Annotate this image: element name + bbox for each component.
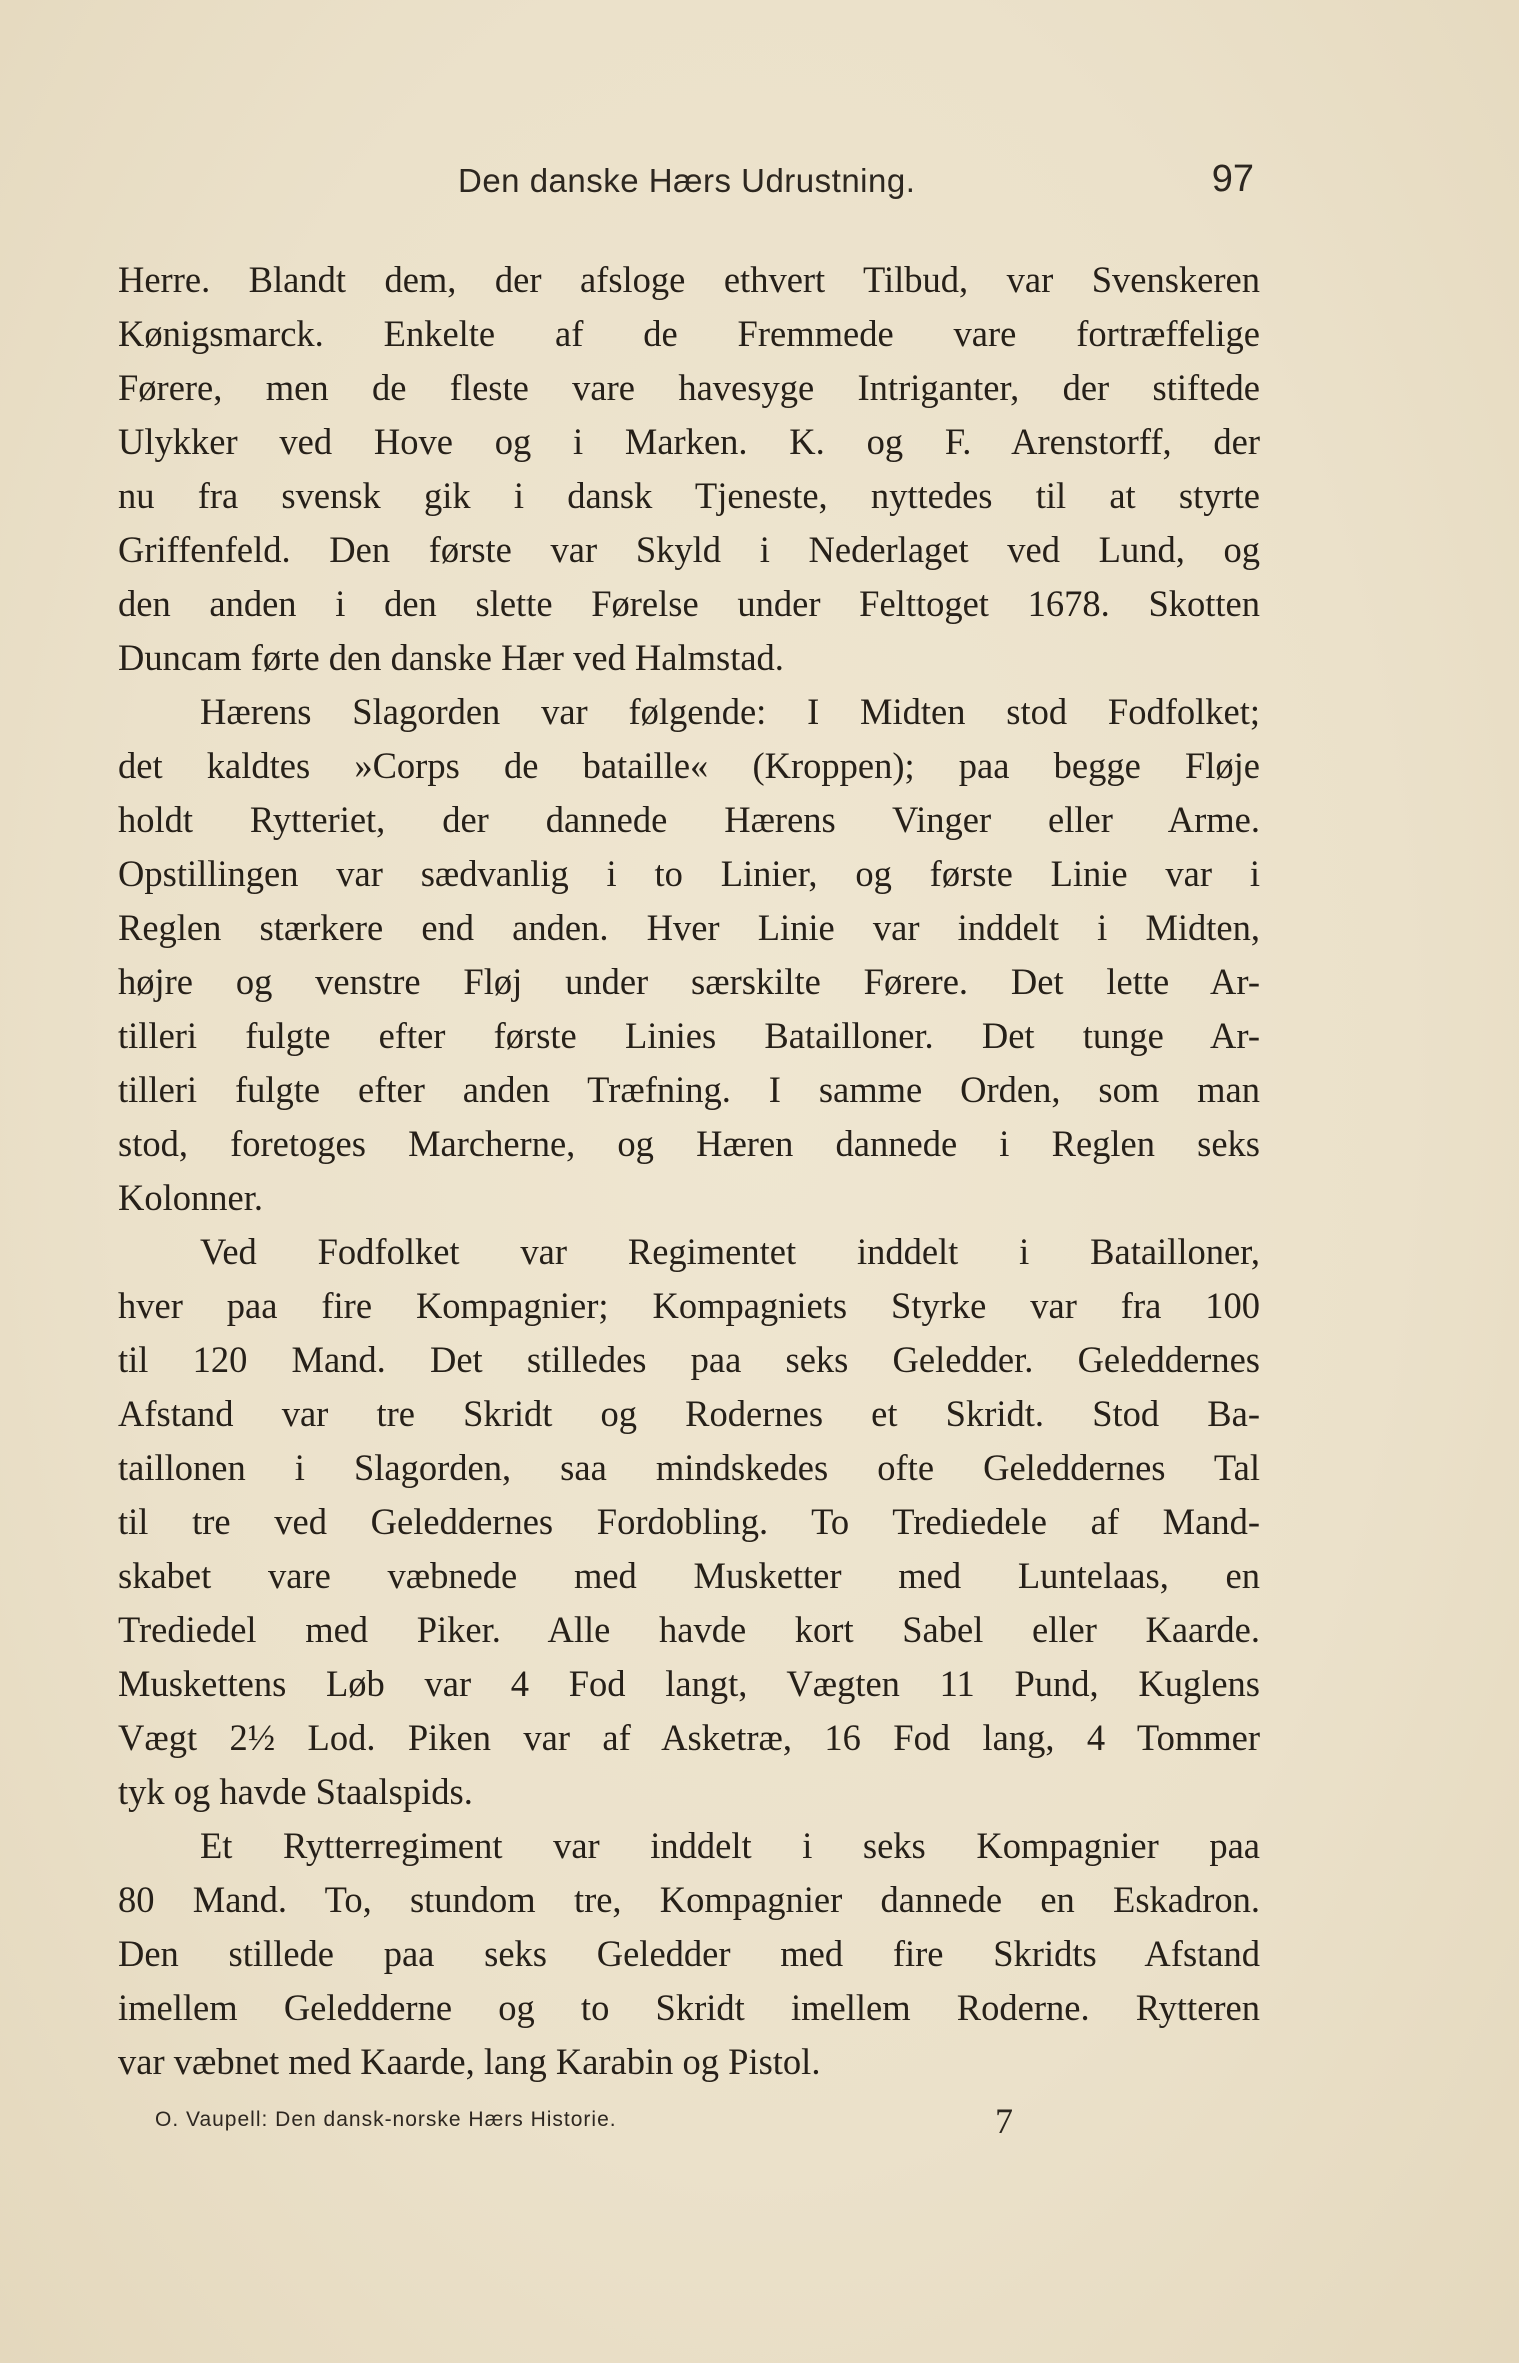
- text-line: tilleri fulgte efter anden Træfning. I samme Orden, som man: [118, 1069, 1260, 1110]
- text-line: tyk og havde Staalspids.: [118, 1771, 473, 1812]
- text-line: det kaldtes »Corps de bataille« (Kroppen); paa begge Fløje: [118, 745, 1260, 786]
- text-line: Griffenfeld. Den første var Skyld i Nederlaget ved Lund, og: [118, 529, 1260, 570]
- text-line: til tre ved Geleddernes Fordobling. To Trediedele af Mand-: [118, 1501, 1260, 1542]
- paragraph-start: Hærens Slagorden var følgende: I Midten stod Fodfolket;: [200, 691, 1260, 732]
- text-line: Kønigsmarck. Enkelte af de Fremmede vare fortræffelige: [118, 313, 1260, 354]
- body-text: [118, 253, 1260, 2089]
- text-line: 80 Mand. To, stundom tre, Kompagnier dannede en Eskadron.: [118, 1879, 1260, 1920]
- text-line: Trediedel med Piker. Alle havde kort Sabel eller Kaarde.: [118, 1609, 1260, 1650]
- text-line: skabet vare væbnede med Musketter med Luntelaas, en: [118, 1555, 1260, 1596]
- signature-line: O. Vaupell: Den dansk-norske Hærs Historie.: [155, 2108, 617, 2131]
- text-line: holdt Rytteriet, der dannede Hærens Vinger eller Arme.: [118, 799, 1260, 840]
- text-line: taillonen i Slagorden, saa mindskedes ofte Geleddernes Tal: [118, 1447, 1260, 1488]
- text-line: Førere, men de fleste vare havesyge Intriganter, der stiftede: [118, 367, 1260, 408]
- running-title: Den danske Hærs Udrustning.: [458, 162, 916, 199]
- text-line: nu fra svensk gik i dansk Tjeneste, nyttedes til at styrte: [118, 475, 1260, 516]
- text-line: højre og venstre Fløj under særskilte Førere. Det lette Ar-: [118, 961, 1260, 1002]
- text-line: tilleri fulgte efter første Linies Batailloner. Det tunge Ar-: [118, 1015, 1260, 1056]
- text-line: hver paa fire Kompagnier; Kompagniets Styrke var fra 100: [118, 1285, 1260, 1326]
- text-line: var væbnet med Kaarde, lang Karabin og Pistol.: [118, 2041, 821, 2082]
- paragraph-start: Ved Fodfolket var Regimentet inddelt i Batailloner,: [200, 1231, 1260, 1272]
- text-line: Afstand var tre Skridt og Rodernes et Skridt. Stod Ba-: [118, 1393, 1260, 1434]
- sheet-number: 7: [995, 2101, 1013, 2141]
- text-line: Reglen stærkere end anden. Hver Linie var inddelt i Midten,: [118, 907, 1260, 948]
- text-line: Vægt 2½ Lod. Piken var af Asketræ, 16 Fod lang, 4 Tommer: [118, 1717, 1260, 1758]
- text-line: Muskettens Løb var 4 Fod langt, Vægten 11 Pund, Kuglens: [118, 1663, 1260, 1704]
- text-line: den anden i den slette Førelse under Felttoget 1678. Skotten: [118, 583, 1260, 624]
- page-footer: [155, 2100, 1025, 2150]
- text-line: til 120 Mand. Det stilledes paa seks Geledder. Geleddernes: [118, 1339, 1260, 1380]
- text-line: stod, foretoges Marcherne, og Hæren dannede i Reglen seks: [118, 1123, 1260, 1164]
- text-line: Ulykker ved Hove og i Marken. K. og F. Arenstorff, der: [118, 421, 1260, 462]
- text-line: Herre. Blandt dem, der afsloge ethvert Tilbud, var Svenskeren: [118, 259, 1260, 300]
- text-line: Kolonner.: [118, 1177, 263, 1218]
- page-number: 97: [1211, 158, 1254, 200]
- paragraph-start: Et Rytterregiment var inddelt i seks Kompagnier paa: [200, 1825, 1260, 1866]
- text-line: Duncam førte den danske Hær ved Halmstad.: [118, 637, 784, 678]
- page-header: [118, 150, 1260, 210]
- text-line: Den stillede paa seks Geledder med fire Skridts Afstand: [118, 1933, 1260, 1974]
- text-line: imellem Geledderne og to Skridt imellem Roderne. Rytteren: [118, 1987, 1260, 2028]
- text-line: Opstillingen var sædvanlig i to Linier, og første Linie var i: [118, 853, 1260, 894]
